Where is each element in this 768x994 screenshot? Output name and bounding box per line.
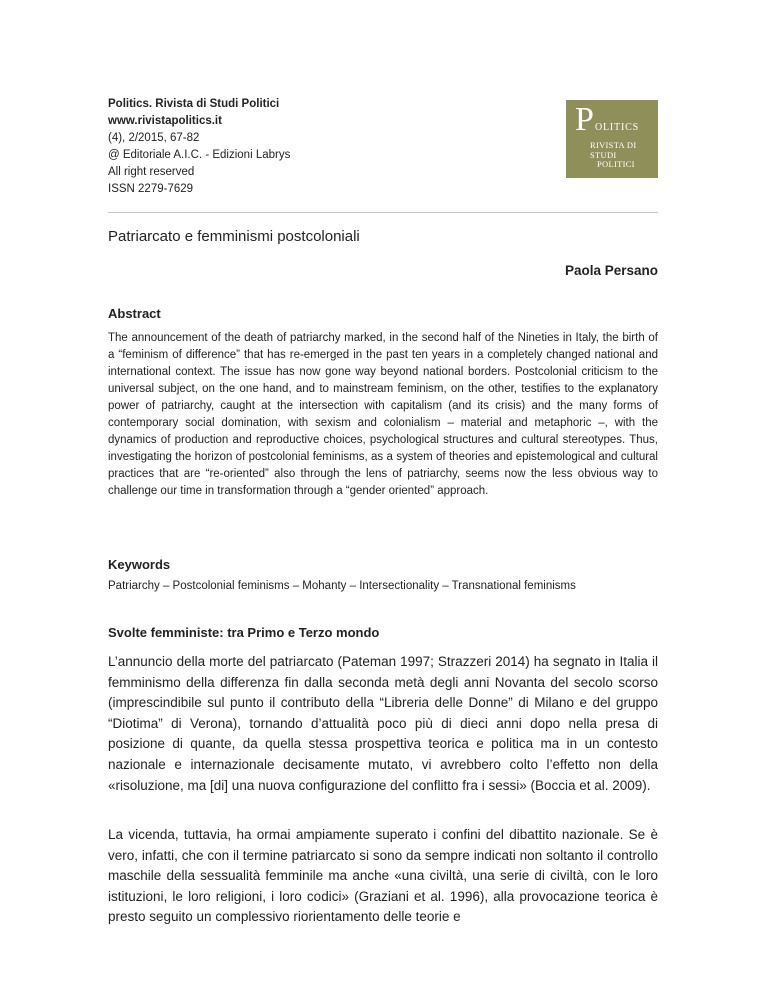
article-title: Patriarcato e femminismi postcoloniali bbox=[108, 228, 360, 245]
logo-subtitle bbox=[590, 141, 636, 170]
section-heading: Svolte femministe: tra Primo e Terzo mondo bbox=[108, 625, 380, 640]
logo-line-3: POLITICI bbox=[597, 159, 635, 169]
keywords-text: Patriarchy – Postcolonial feminisms – Mohanty – Intersectionality – Transnational feminisms bbox=[108, 580, 576, 592]
keywords-heading: Keywords bbox=[108, 557, 171, 572]
abstract-heading: Abstract bbox=[108, 306, 161, 321]
header-divider bbox=[108, 212, 658, 213]
logo-word: OLITICS bbox=[595, 122, 639, 133]
journal-header bbox=[108, 96, 548, 198]
body-paragraph-2: La vicenda, tuttavia, ha ormai ampiamente superato i confini del dibattito nazionale. Se è vero, infatti, che con il termine patriarcato si sono da sempre indicati non soltanto il controllo maschile della sessualità femminile ma anche «una civiltà, una serie di civiltà, con le loro istituzioni, le loro religioni, i loro codici» (Graziani et al. 1996), alla provocazione teorica è presto seguito un complessivo riorientamento delle teorie e bbox=[108, 827, 658, 925]
logo-big-letter: P bbox=[575, 101, 594, 138]
issn-info: ISSN 2279-7629 bbox=[108, 183, 194, 195]
abstract-text: The announcement of the death of patriarchy marked, in the second half of the Nineties in Italy, the birth of a “feminism of difference” that has re-emerged in the past ten years in a completely changed national and international context. The issue has now gone way beyond national borders. Postcolonial criticism to the universal subject, on the one hand, and to mainstream feminism, on the other, testifies to the explanatory power of patriarchy, caught at the intersection with capitalism (and its crisis) and the many forms of contemporary social domination, with sexism and colonialism – material and metaphoric –, with the dynamics of production and reproductive choices, psychological structures and cultural stereotypes. Thus, investigating the horizon of postcolonial feminisms, as a system of theories and epistemological and cultural practices that are “re-oriented” also through the lens of patriarchy, seems now the less obvious way to challenge our time in transformation through a “gender oriented” approach. bbox=[108, 332, 658, 497]
issue-info: (4), 2/2015, 67-82 bbox=[108, 132, 200, 144]
journal-name: Politics. Rivista di Studi Politici bbox=[108, 98, 280, 110]
logo-line-1: RIVISTA DI bbox=[590, 140, 637, 150]
rights-info: All right reserved bbox=[108, 166, 195, 178]
politics-logo bbox=[566, 100, 658, 178]
publisher-info: @ Editoriale A.I.C. - Edizioni Labrys bbox=[108, 149, 291, 161]
body-paragraph-1: L’annuncio della morte del patriarcato (Pateman 1997; Strazzeri 2014) ha segnato in Italia il femminismo della differenza fin dalla seconda metà degli anni Novanta del secolo scorso (imprescindibile sul punto il contributo della “Libreria delle Donne” di Milano e del gruppo “Diotima” di Verona), tornando d’attualità poco più di dieci anni dopo nella presa di posizione di quante, da quella stessa prospettiva teorica e politica ma in un contesto nazionale e internazionale decisamente mutato, vi avrebbero colto l’effetto non della «risoluzione, ma [di] una nuova configurazione del conflitto fra i sessi» (Boccia et al. 2009). bbox=[108, 654, 658, 793]
article-author: Paola Persano bbox=[564, 263, 658, 278]
journal-website: www.rivistapolitics.it bbox=[108, 115, 222, 127]
logo-line-2: STUDI bbox=[590, 149, 617, 160]
